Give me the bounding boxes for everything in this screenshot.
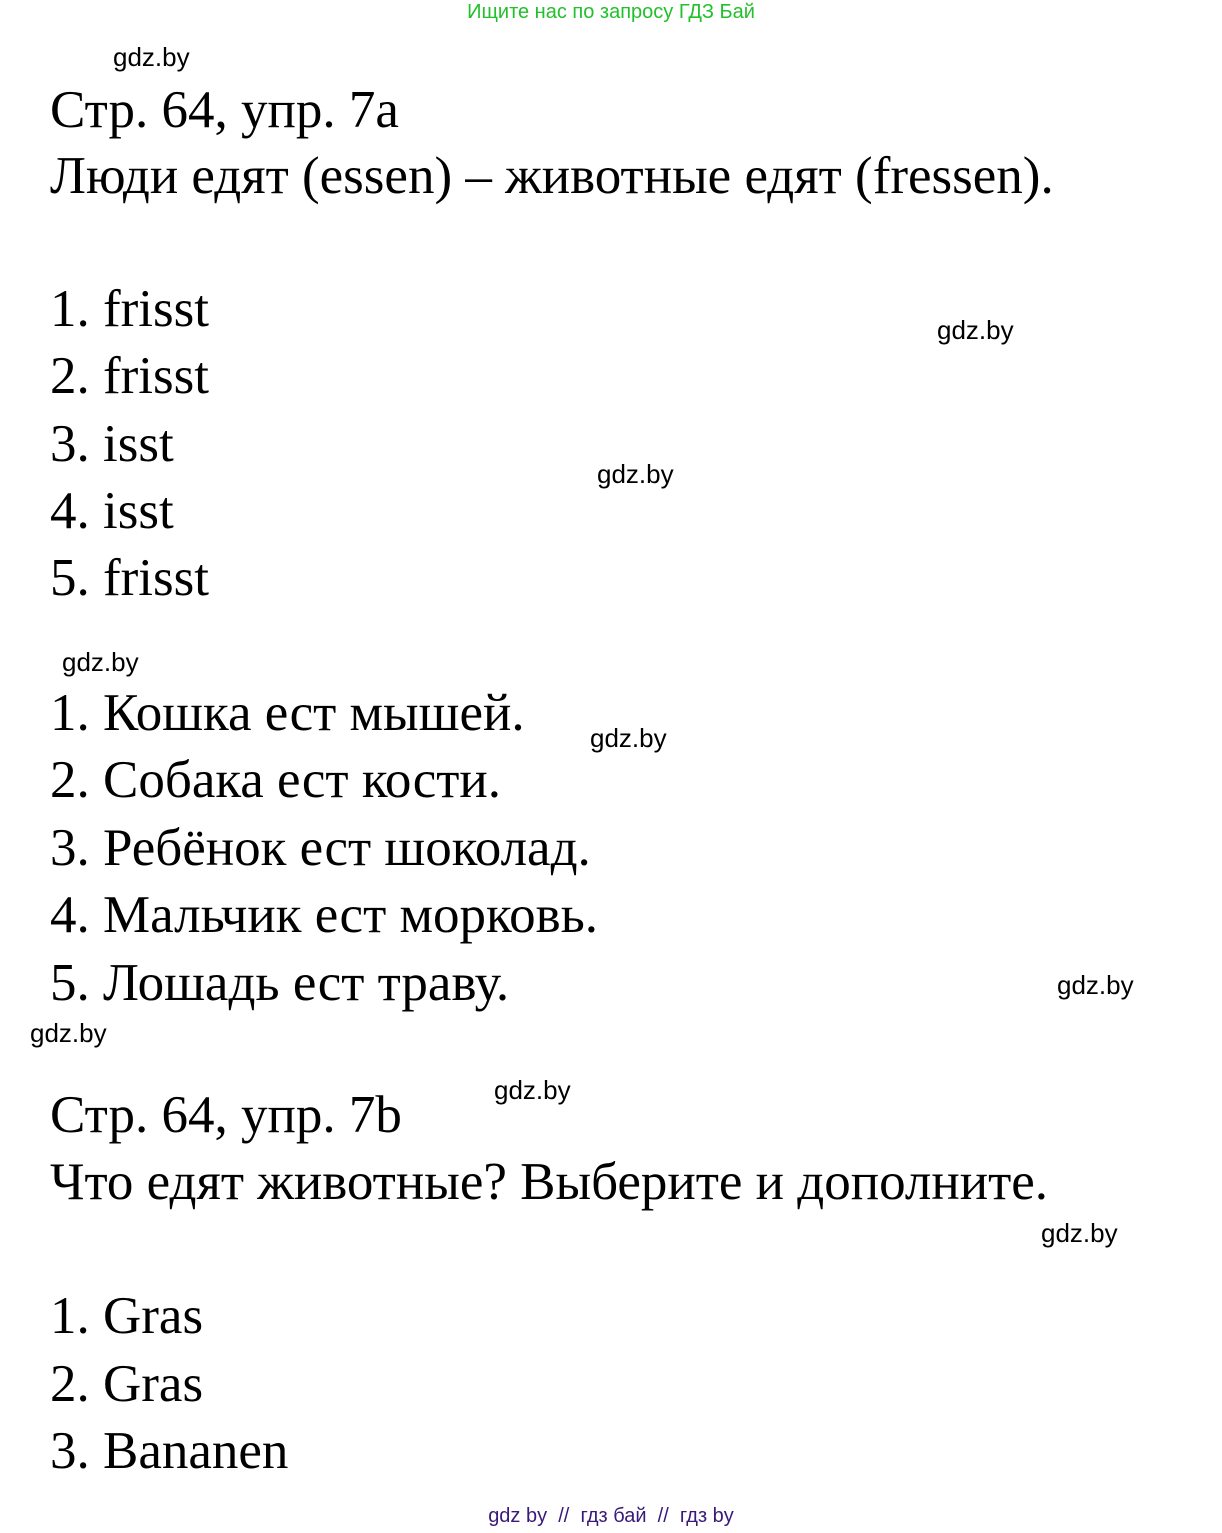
watermark: gdz.by (30, 1018, 107, 1048)
section-a-subtitle: Люди едят (essen) – животные едят (fressen). (50, 147, 1054, 205)
translation-item: 3. Ребёнок ест шоколад. (50, 819, 591, 877)
watermark: gdz.by (113, 42, 190, 72)
translation-item: 1. Кошка ест мышей. (50, 684, 525, 742)
search-banner: Ищите нас по запросу ГДЗ Бай (467, 1, 755, 23)
watermark: gdz.by (937, 315, 1014, 345)
answer-item: 3. Bananen (50, 1422, 289, 1480)
answer-item: 5. frisst (50, 549, 209, 607)
section-a-title: Стр. 64, упр. 7a (50, 81, 399, 139)
watermark: gdz.by (62, 647, 139, 677)
translation-item: 4. Мальчик ест морковь. (50, 886, 599, 944)
watermark: gdz.by (494, 1075, 571, 1105)
footer-links: gdz by // гдз бай // гдз by (488, 1505, 734, 1527)
translation-item: 2. Собака ест кости. (50, 751, 502, 809)
section-b-subtitle: Что едят животные? Выберите и дополните. (50, 1153, 1049, 1211)
section-b-title: Стр. 64, упр. 7b (50, 1086, 402, 1144)
watermark: gdz.by (597, 459, 674, 489)
watermark: gdz.by (1057, 970, 1134, 1000)
answer-item: 1. Gras (50, 1287, 204, 1345)
answer-item: 1. frisst (50, 280, 209, 338)
translation-item: 5. Лошадь ест траву. (50, 954, 510, 1012)
answer-item: 4. isst (50, 482, 174, 540)
answer-item: 2. frisst (50, 347, 209, 405)
answer-item: 3. isst (50, 415, 174, 473)
watermark: gdz.by (1041, 1218, 1118, 1248)
watermark: gdz.by (590, 723, 667, 753)
answer-item: 2. Gras (50, 1355, 204, 1413)
